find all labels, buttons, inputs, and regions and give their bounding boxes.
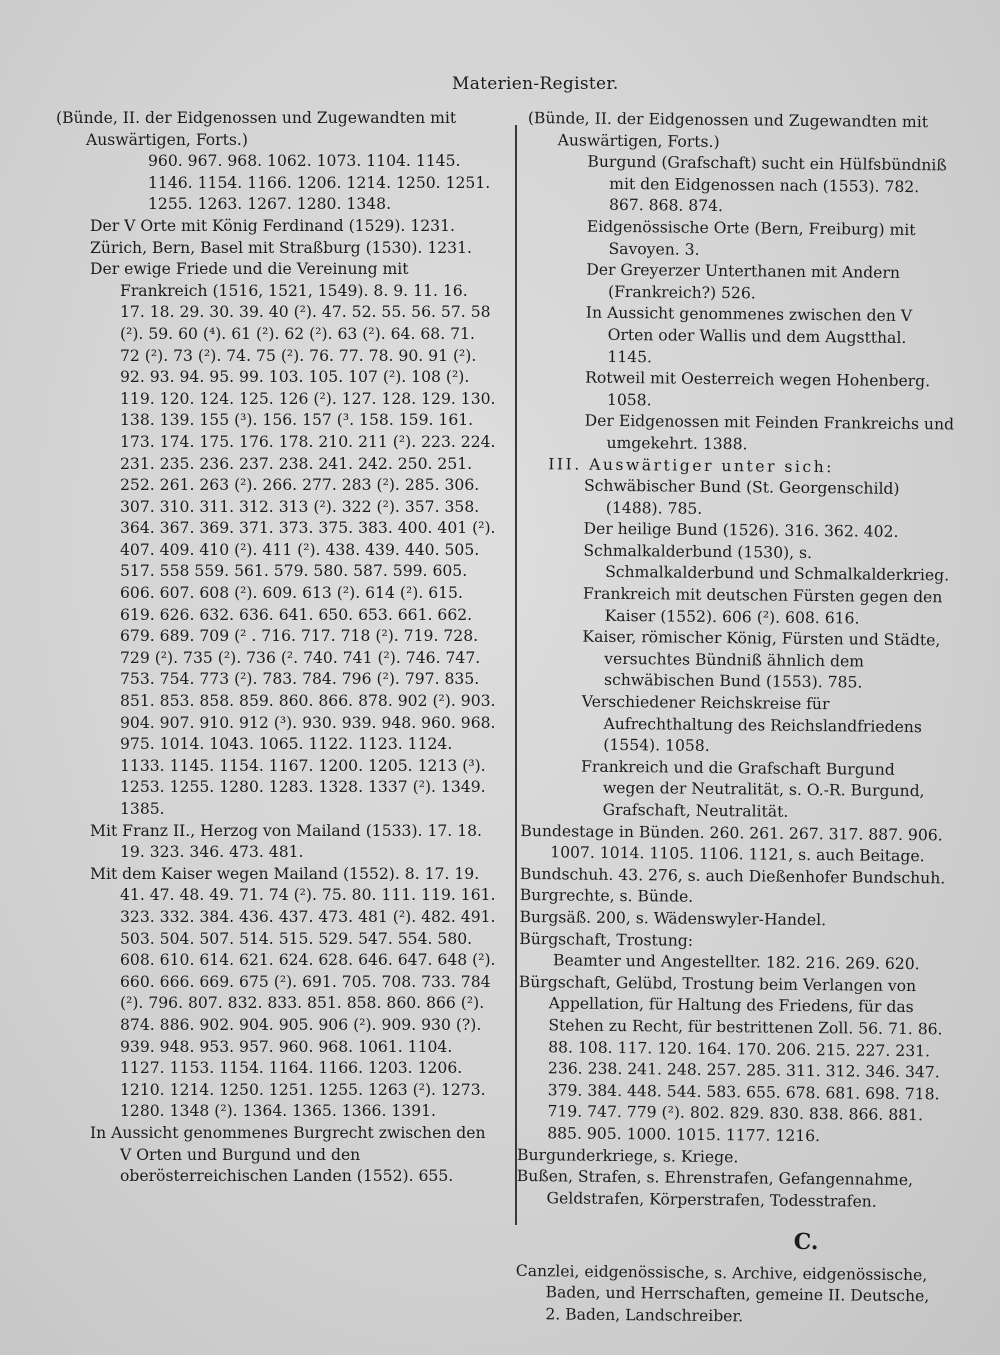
index-entry: In Aussicht genommenes Burgrecht zwischen den V Orten und Burgund und den oberösterreichischen Landen (1552). 655.	[90, 1123, 486, 1186]
section-heading: III. Auswärtiger unter sich:	[548, 454, 835, 476]
index-entry: Burgunderkriege, s. Kriege.	[516, 1145, 739, 1166]
section-letter: C.	[793, 1229, 819, 1256]
right-column	[515, 108, 958, 1330]
index-entry: Frankreich mit deutschen Fürsten gegen den Kaiser (1552). 606 (²). 608. 616.	[582, 584, 943, 628]
index-entry: Der V Orte mit König Ferdinand (1529). 1231.	[90, 216, 455, 235]
index-entry: Burgsäß. 200, s. Wädenswyler-Handel.	[519, 907, 827, 930]
index-entry: Mit Franz II., Herzog von Mailand (1533). 17. 18. 19. 323. 346. 473. 481.	[90, 821, 483, 862]
index-entry: Frankreich und die Grafschaft Burgund wegen der Neutralität, s. O.-R. Burgund, Grafschaft, Neutralität.	[581, 757, 925, 821]
index-entry: Zürich, Bern, Basel mit Straßburg (1530). 1231.	[90, 238, 472, 257]
index-entry: Burgund (Grafschaft) sucht ein Hülfsbündniß mit den Eidgenossen nach (1553). 782. 867. 868. 874.	[587, 152, 947, 216]
index-entry: Eidgenössische Orte (Bern, Freiburg) mit Savoyen. 3.	[586, 217, 916, 259]
index-entry: Bundschuh. 43. 276, s. auch Dießenhofer Bundschuh.	[519, 864, 946, 888]
index-entry: Burgrechte, s. Bünde.	[519, 886, 694, 907]
index-entry: Kaiser, römischer König, Fürsten und Städte, versuchtes Bündniß ähnlich dem schwäbischen Bund (1553). 785.	[582, 627, 941, 692]
index-entry: 960. 967. 968. 1062. 1073. 1104. 1145. 1146. 1154. 1166. 1206. 1214. 1250. 1251. 1255. 1263. 1267. 1280. 1348.	[148, 152, 491, 214]
index-entry: Der heilige Bund (1526). 316. 362. 402.	[583, 519, 899, 542]
left-column	[56, 108, 496, 1188]
index-entry: Mit dem Kaiser wegen Mailand (1552). 8. 17. 19. 41. 47. 48. 49. 71. 74 (²). 75. 80. 111. 119. 161. 323. 332. 384. 436. 437. 473. 481 (²). 482. 491. 503. 504. 507. 514. 515. 529. 547. 554. 580. 608. 610. 614. 621. 624. 628. 646. 647. 648 (²). 660. 666. 669. 675 (²). 691. 705. 708. 733. 784 (²). 796. 807. 832. 833. 851. 858. 860. 866 (²). 874. 886. 902. 904. 905. 906 (²). 909. 930 (?). 939. 948. 953. 957. 960. 968. 1061. 1104. 1127. 1153. 1154. 1164. 1166. 1203. 1206. 1210. 1214. 1250. 1251. 1255. 1263 (²). 1273. 1280. 1348 (²). 1364. 1365. 1366. 1391.	[90, 864, 496, 1121]
index-entry: Der Eidgenossen mit Feinden Frankreichs und umgekehrt. 1388.	[584, 411, 955, 454]
running-header: Materien-Register.	[452, 74, 619, 94]
index-entry: Rotweil mit Oesterreich wegen Hohenberg. 1058.	[585, 368, 931, 410]
index-entry: Bundestage in Bünden. 260. 261. 267. 317. 887. 906. 1007. 1014. 1105. 1106. 1121, s. auch Beitage.	[520, 821, 943, 866]
index-entry: (Bünde, II. der Eidgenossen und Zugewandten mit Auswärtigen, Forts.)	[527, 108, 929, 151]
index-entry: (Bünde, II. der Eidgenossen und Zugewandten mit Auswärtigen, Forts.)	[56, 109, 457, 149]
column-divider	[515, 125, 517, 1225]
index-entry: Der Greyerzer Unterthanen mit Andern (Frankreich?) 526.	[586, 260, 901, 303]
index-entry: Beamter und Angestellter. 182. 216. 269. 620.	[552, 951, 920, 974]
index-entry: Bürgschaft, Gelübd, Trostung beim Verlangen von Appellation, für Haltung des Friedens, für das Stehen zu Recht, für bestrittenen Zoll. 56. 71. 86. 88. 108. 117. 120. 164. 170. 206. 215. 227. 231. 236. 238. 241. 248. 257. 285. 311. 312. 346. 347. 379. 384. 448. 544. 583. 655. 678. 681. 698. 718. 719. 747. 779 (²). 802. 829. 830. 838. 866. 881. 885. 905. 1000. 1015. 1177. 1216.	[518, 972, 943, 1146]
index-entry: Bußen, Strafen, s. Ehrenstrafen, Gefangennahme, Geldstrafen, Körperstrafen, Todesstrafen.	[516, 1167, 914, 1211]
index-entry: Schmalkalderbund (1530), s. Schmalkalderbund und Schmalkalderkrieg.	[583, 541, 950, 585]
index-entry: Der ewige Friede und die Vereinung mit Frankreich (1516, 1521, 1549). 8. 9. 11. 16. 17. 18. 29. 30. 39. 40 (²). 47. 52. 55. 56. 57. 58 (²). 59. 60 (⁴). 61 (²). 62 (²). 63 (²). 64. 68. 71. 72 (²). 73 (²). 74. 75 (²). 76. 77. 78. 90. 91 (²). 92. 93. 94. 95. 99. 103. 105. 107 (²). 108 (²). 119. 120. 124. 125. 126 (²). 127. 128. 129. 130. 138. 139. 155 (³). 156. 157 (³. 158. 159. 161. 173. 174. 175. 176. 178. 210. 211 (²). 223. 224. 231. 235. 236. 237. 238. 241. 242. 250. 251. 252. 261. 263 (²). 266. 277. 283 (²). 285. 306. 307. 310. 311. 312. 313 (²). 322 (²). 357. 358. 364. 367. 369. 371. 373. 375. 383. 400. 401 (²). 407. 409. 410 (²). 411 (²). 438. 439. 440. 505. 517. 558 559. 561. 579. 580. 587. 599. 605. 606. 607. 608 (²). 609. 613 (²). 614 (²). 615. 619. 626. 632. 636. 641. 650. 653. 661. 662. 679. 689. 709 (² . 716. 717. 718 (²). 719. 728. 729 (²). 735 (²). 736 (². 740. 741 (²). 746. 747. 753. 754. 773 (²). 783. 784. 796 (²). 797. 835. 851. 853. 858. 859. 860. 866. 878. 902 (²). 903. 904. 907. 910. 912 (³). 930. 939. 948. 960. 968. 975. 1014. 1043. 1065. 1122. 1123. 1124. 1133. 1145. 1154. 1167. 1200. 1205. 1213 (³). 1253. 1255. 1280. 1283. 1328. 1337 (²). 1349. 1385.	[90, 260, 496, 818]
index-entry: In Aussicht genommenes zwischen den V Orten oder Wallis und dem Augstthal. 1145.	[585, 303, 913, 366]
index-entry: Canzlei, eidgenössische, s. Archive, eidgenössische, Baden, und Herrschaften, gemeine II. Deutsche, 2. Baden, Landschreiber.	[515, 1261, 930, 1326]
index-entry: Schwäbischer Bund (St. Georgenschild) (1488). 785.	[583, 476, 900, 518]
index-entry: Verschiedener Reichskreise für Aufrechthaltung des Reichslandfriedens (1554). 1058.	[581, 692, 922, 756]
index-entry: Bürgschaft, Trostung:	[519, 929, 694, 950]
